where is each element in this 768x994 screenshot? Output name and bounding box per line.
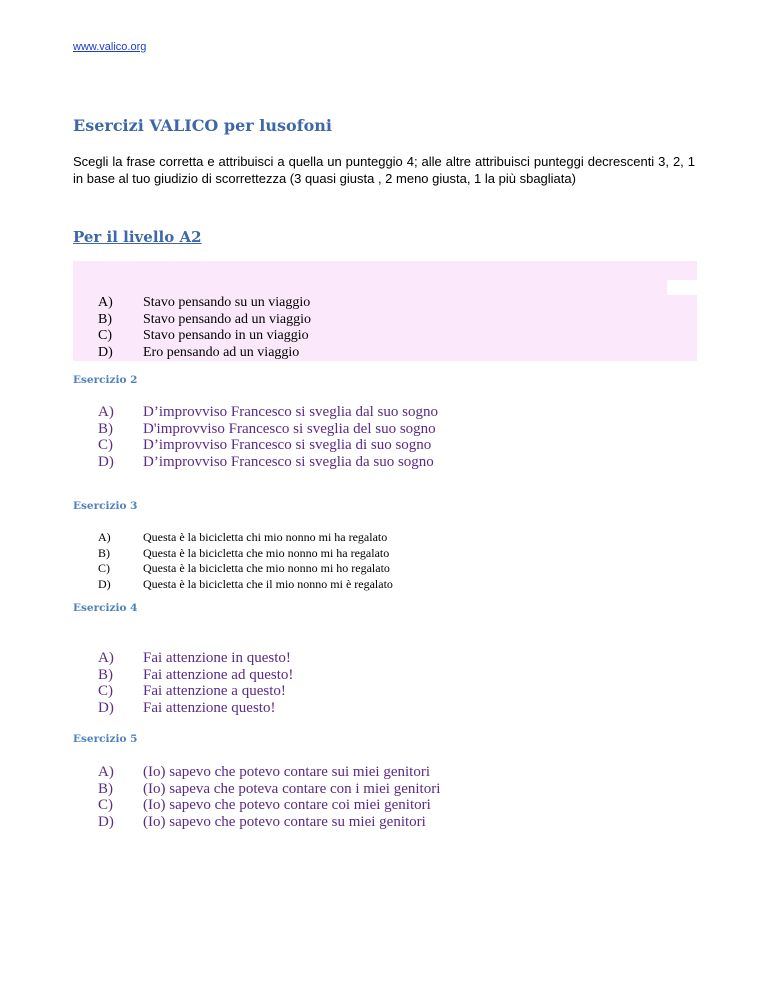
option-text: D’improvviso Francesco si sveglia dal suo sogno bbox=[143, 404, 438, 420]
highlight-band bbox=[73, 280, 667, 295]
exercise-3-heading: Esercizio 3 bbox=[73, 500, 138, 512]
option-item bbox=[98, 797, 440, 814]
option-letter: C) bbox=[98, 437, 113, 453]
option-letter: B) bbox=[98, 311, 112, 327]
exercise-2-heading: Esercizio 2 bbox=[73, 374, 138, 386]
exercise-4-heading: Esercizio 4 bbox=[73, 602, 138, 614]
option-text: Stavo pensando in un viaggio bbox=[143, 328, 309, 343]
exercise-3-options bbox=[98, 530, 393, 592]
instructions-paragraph: Scegli la frase corretta e attribuisci a quella un punteggio 4; alle altre attribuisci punteggi decrescenti 3, 2, 1 in base al tuo giudizio di scorrettezza (3 quasi giusta , 2 meno giusta, 1 la più sbagliata) bbox=[73, 154, 695, 186]
exercise-1-options bbox=[98, 295, 311, 361]
option-item bbox=[98, 328, 311, 345]
exercise-4-options bbox=[98, 650, 293, 716]
option-item bbox=[98, 295, 311, 312]
option-item bbox=[98, 764, 440, 781]
option-text: Stavo pensando ad un viaggio bbox=[143, 311, 311, 327]
option-text: Ero pensando ad un viaggio bbox=[143, 344, 300, 360]
option-item bbox=[98, 454, 438, 471]
option-text: (Io) sapevo che potevo contare sui miei genitori bbox=[143, 764, 430, 780]
option-letter: A) bbox=[98, 404, 114, 420]
exercise-5-options bbox=[98, 764, 440, 830]
option-item bbox=[98, 345, 311, 362]
option-text: D’improvviso Francesco si sveglia di suo sogno bbox=[143, 437, 432, 453]
exercise-2-options bbox=[98, 404, 438, 470]
option-text: D’improvviso Francesco si sveglia da suo sogno bbox=[143, 453, 434, 470]
option-item bbox=[98, 312, 311, 329]
option-item bbox=[98, 781, 440, 798]
option-letter: B) bbox=[98, 780, 113, 797]
highlight-band bbox=[73, 261, 697, 280]
level-title: Per il livello A2 bbox=[73, 228, 202, 246]
option-text: Stavo pensando su un viaggio bbox=[143, 295, 311, 310]
option-letter: C) bbox=[98, 797, 113, 813]
option-text: D'improvviso Francesco si sveglia del suo sogno bbox=[143, 420, 436, 437]
option-letter: D) bbox=[98, 699, 114, 716]
option-item bbox=[98, 814, 440, 831]
option-item bbox=[98, 421, 438, 438]
option-item bbox=[98, 667, 293, 684]
exercise-5-heading: Esercizio 5 bbox=[73, 733, 138, 745]
option-letter: B) bbox=[98, 420, 113, 437]
option-text: Questa è la bicicletta che il mio nonno mi è regalato bbox=[143, 576, 393, 591]
option-letter: A) bbox=[98, 295, 113, 310]
option-text: Questa è la bicicletta che mio nonno mi ha regalato bbox=[143, 545, 390, 560]
option-text: Fai attenzione in questo! bbox=[143, 650, 291, 666]
option-text: Questa è la bicicletta chi mio nonno mi ha regalato bbox=[143, 530, 388, 544]
option-text: (Io) sapevo che potevo contare coi miei genitori bbox=[143, 797, 431, 813]
option-text: (Io) sapevo che potevo contare su miei genitori bbox=[143, 813, 426, 830]
option-letter: A) bbox=[98, 764, 114, 780]
option-item bbox=[98, 577, 393, 593]
option-text: (Io) sapeva che poteva contare con i miei genitori bbox=[143, 780, 441, 797]
option-letter: A) bbox=[98, 650, 114, 666]
option-letter: D) bbox=[98, 344, 113, 360]
option-item bbox=[98, 530, 393, 546]
option-letter: C) bbox=[98, 561, 110, 575]
option-letter: C) bbox=[98, 683, 113, 699]
option-item bbox=[98, 546, 393, 562]
option-item bbox=[98, 650, 293, 667]
option-letter: A) bbox=[98, 530, 111, 544]
option-item bbox=[98, 561, 393, 577]
option-letter: D) bbox=[98, 576, 111, 591]
option-text: Questa è la bicicletta che mio nonno mi ho regalato bbox=[143, 561, 390, 575]
document-title: Esercizi VALICO per lusofoni bbox=[73, 116, 332, 135]
option-letter: D) bbox=[98, 453, 114, 470]
option-item bbox=[98, 404, 438, 421]
option-text: Fai attenzione questo! bbox=[143, 699, 276, 716]
option-letter: B) bbox=[98, 545, 110, 560]
option-item bbox=[98, 437, 438, 454]
option-item bbox=[98, 700, 293, 717]
option-text: Fai attenzione ad questo! bbox=[143, 666, 294, 683]
header-url-link[interactable]: www.valico.org bbox=[73, 41, 147, 53]
option-letter: D) bbox=[98, 813, 114, 830]
option-item bbox=[98, 683, 293, 700]
option-letter: C) bbox=[98, 328, 112, 343]
option-letter: B) bbox=[98, 666, 113, 683]
option-text: Fai attenzione a questo! bbox=[143, 683, 286, 699]
